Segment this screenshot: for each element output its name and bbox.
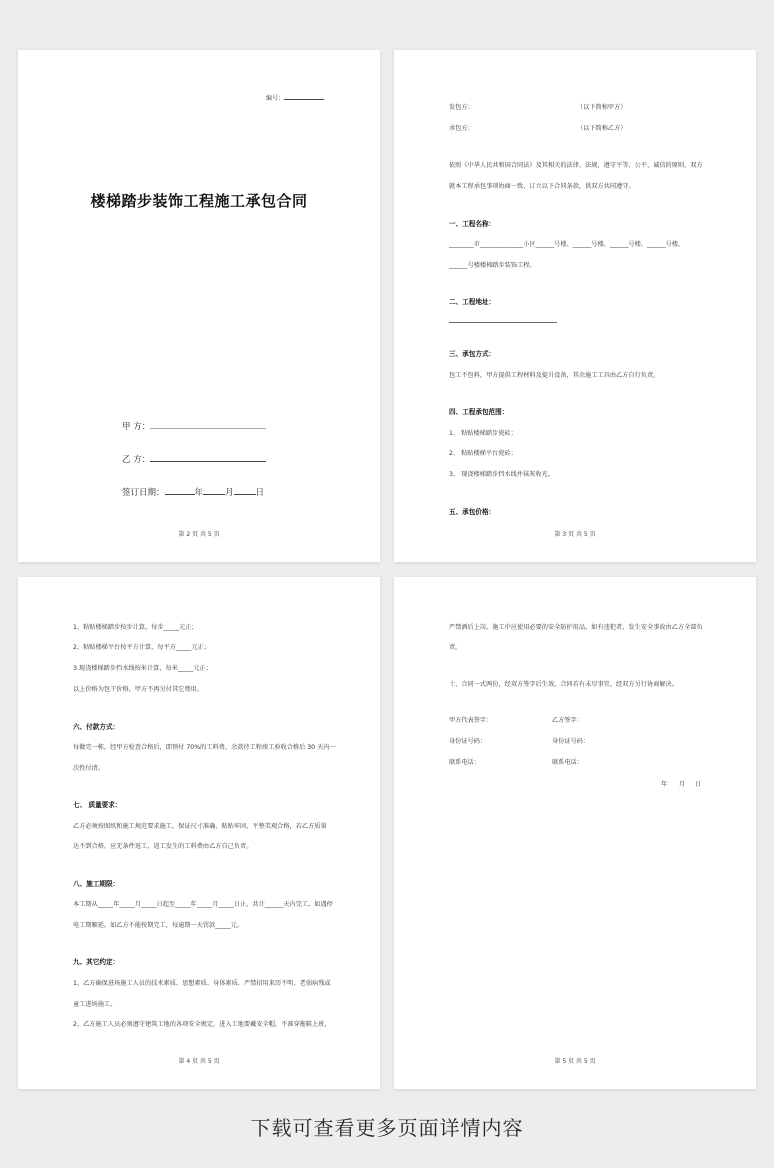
contractee-note: （以下简称乙方） xyxy=(577,125,627,132)
page-footer: 第 5 页 共 5 页 xyxy=(554,1058,596,1065)
party-b-id: 身份证号码： xyxy=(552,738,590,745)
section-4-item-2: 2、 粘贴楼梯平台瓷砖； xyxy=(449,450,517,457)
sign-month-blank xyxy=(203,493,225,495)
intro-line-2: 就本工程承包事项协商一致，订立以下合同条款，供双方共同遵守。 xyxy=(449,183,635,190)
contractor-label: 发包方： xyxy=(449,104,474,111)
section-8-line-2: 电工期顺延。如乙方不能按期完工，每逾期一天罚款_____元。 xyxy=(73,922,244,929)
section-8-line-1: 本工期从_____年_____月_____日起至_____年_____月_____日止，共计______天内完工。如遇停 xyxy=(73,901,333,908)
download-caption: 下载可查看更多页面详情内容 xyxy=(250,1116,524,1140)
sign-year-blank xyxy=(165,493,195,495)
sign-date-day: 日 xyxy=(695,781,702,788)
sign-date-month: 月 xyxy=(679,781,686,788)
party-a-rep-sign: 甲方代表签字： xyxy=(449,717,493,724)
intro-line-1: 依照《中华人民共和国合同法》及其相关的法律、法规，遵守平等、公平、诚信的原则，双方 xyxy=(449,162,703,169)
section-9-line-2: 童工进场施工。 xyxy=(73,1001,117,1008)
section-4-item-3: 3、 现浇楼梯踏步挡水线并抹灰收光。 xyxy=(449,471,554,478)
section-10: 十、合同一式两份，经双方签字后生效，合同若有未尽事宜，经双方另行协商解决。 xyxy=(449,681,678,688)
safety-line-2: 责。 xyxy=(449,644,462,651)
section-4-item-1: 1、 粘贴楼梯踏步瓷砖； xyxy=(449,430,517,437)
document-page-4 xyxy=(18,577,380,1089)
section-7-line-2: 达不到合格，应无条件返工，返工发生的工料费由乙方自己负责。 xyxy=(73,843,253,850)
party-a-phone: 联系电话： xyxy=(449,759,480,766)
sign-day-blank xyxy=(234,493,256,495)
section-8-title: 八、施工期限： xyxy=(73,880,120,888)
party-b-line xyxy=(122,453,266,465)
party-a-id: 身份证号码： xyxy=(449,738,487,745)
section-2-title: 二、工程地址： xyxy=(449,298,496,306)
party-a-line xyxy=(122,420,266,432)
section-9-title: 九、其它约定： xyxy=(73,958,120,966)
section-5-title: 五、承包价格： xyxy=(449,508,496,516)
document-page-cover xyxy=(18,50,380,562)
sign-day-label: 日 xyxy=(255,488,265,498)
section-9-line-3: 2、乙方施工人员必须遵守建筑工地的各项安全规定，进入工地要戴安全帽，不准穿拖鞋上班， xyxy=(73,1021,331,1028)
section-3-title: 三、承包方式： xyxy=(449,350,496,358)
contract-title: 楼梯踏步装饰工程施工承包合同 xyxy=(90,192,308,210)
section-1-line-2: ______号楼楼梯踏步装饰工程。 xyxy=(449,262,536,269)
contractor-note: （以下简称甲方） xyxy=(577,104,627,111)
page-footer: 第 4 页 共 5 页 xyxy=(178,1058,220,1065)
sign-month-label: 月 xyxy=(225,488,234,498)
price-item-3: 3.现浇楼梯踏步挡水线按米计算，每米_____元正； xyxy=(73,665,212,672)
page-footer: 第 3 页 共 5 页 xyxy=(554,531,596,538)
party-b-blank xyxy=(150,460,266,462)
safety-line-1: 严禁酒后上岗。施工中应使用必要的安全防护用品，如有违犯者，发生安全事故由乙方全部负 xyxy=(449,624,703,631)
sign-date-year: 年 xyxy=(661,781,668,788)
sign-date-line xyxy=(122,486,264,498)
section-3-body: 包工不包料，甲方提供工程材料及提升设备，其余施工工具由乙方自行负责。 xyxy=(449,372,660,379)
contract-number xyxy=(266,93,324,102)
section-1-title: 一、工程名称： xyxy=(449,220,496,228)
contractee-label: 承包方： xyxy=(449,125,474,132)
section-1-line-1: ________市______________小区______号楼、______号楼、______号楼、______号楼、 xyxy=(449,241,685,248)
sign-date-label: 签订日期： xyxy=(122,488,165,498)
price-item-1: 1、粘贴楼梯踏步按步计算，每步_____元正； xyxy=(73,624,198,631)
document-page-3 xyxy=(394,50,756,562)
price-note: 以上价格为包干价格，甲方不再另付其它费用。 xyxy=(73,686,203,693)
contract-number-blank xyxy=(284,98,324,100)
sign-year-label: 年 xyxy=(194,488,204,498)
section-6-title: 六、付款方式： xyxy=(73,723,120,731)
section-7-title: 七、 质量要求： xyxy=(73,801,122,809)
party-b-label: 乙 方： xyxy=(122,455,151,465)
document-page-5 xyxy=(394,577,756,1089)
section-6-line-2: 次性付清。 xyxy=(73,765,104,772)
party-b-sign: 乙方签字： xyxy=(552,717,583,724)
price-item-2: 2、粘贴楼梯平台按平方计算，每平方_____元正； xyxy=(73,644,210,651)
party-a-label: 甲 方： xyxy=(122,422,151,432)
section-4-title: 四、工程承包范围： xyxy=(449,408,509,416)
party-a-blank xyxy=(150,427,266,429)
page-footer: 第 2 页 共 5 页 xyxy=(178,531,220,538)
contract-number-label: 编号： xyxy=(266,95,285,102)
section-6-line-1: 每做完一栋，经甲方检查合格后，即预付 70%的工料费，余款待工程竣工验收合格后 30 天内一 xyxy=(73,744,336,751)
party-b-phone: 联系电话： xyxy=(552,759,583,766)
section-7-line-1: 乙方必须按图纸和施工规范要求施工，保证尺寸准确，粘贴牢固，平整美观合格，若乙方质量 xyxy=(73,823,327,830)
section-9-line-1: 1、乙方确保进场施工人员的技术素质、思想素质、身体素质，严禁招用来历不明、老弱病残或 xyxy=(73,980,331,987)
address-blank xyxy=(449,322,557,323)
